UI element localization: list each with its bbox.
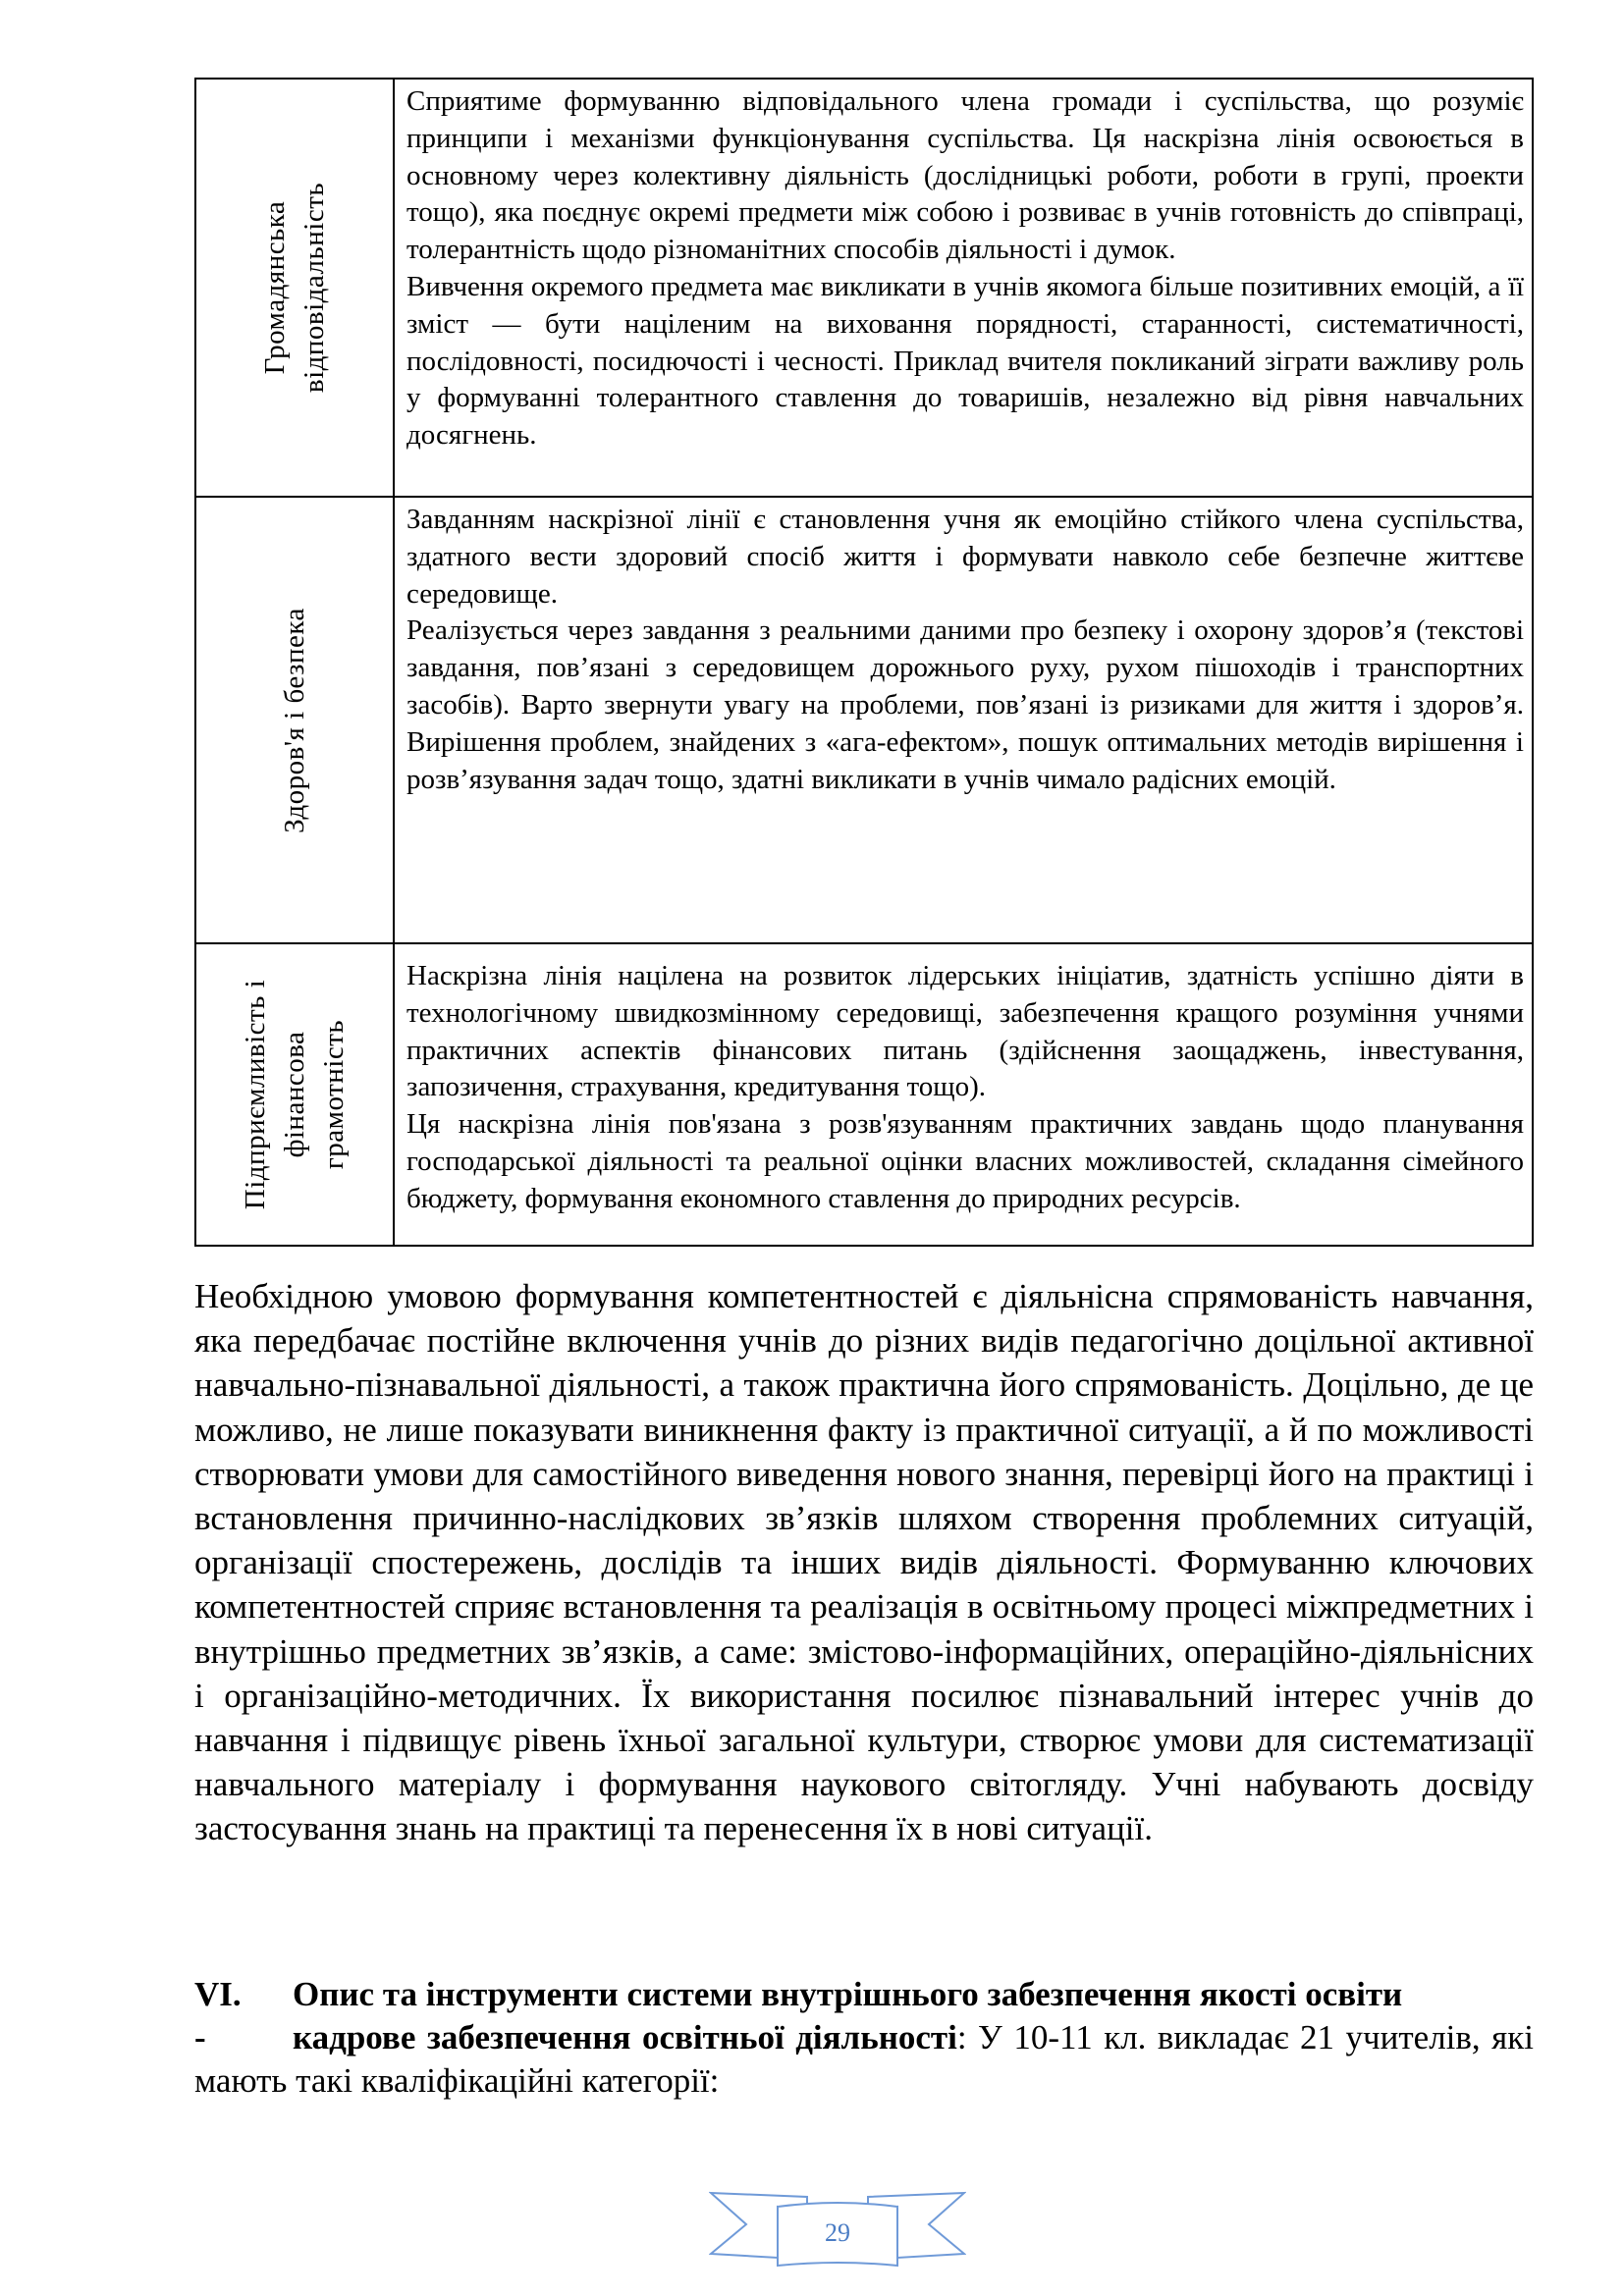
body-paragraph-block — [194, 1274, 1534, 1851]
cell-paragraph: Вивчення окремого предмета має викликати в учнів якомога більше позитивних емоцій, а її зміст — бути націленим на виховання порядності, старанності, систематичності, послідовності, посидючості і чесності. Приклад вчителя покликаний зіграти важливу роль у формуванні толерантного ставлення до товаришів, незалежно від рівня навчальних досягнень. — [406, 270, 1524, 452]
row-header-cell — [195, 79, 394, 497]
row-content-cell — [394, 497, 1533, 943]
row-header-line: Здоров'я і безпека — [279, 607, 310, 833]
staffing-bullet — [194, 2016, 1534, 2103]
table-row — [195, 79, 1533, 497]
row-header-line: грамотність — [318, 1019, 350, 1170]
row-header-line: відповідальність — [298, 182, 330, 394]
cell-paragraph: Ця наскрізна лінія пов'язана з розв'язуванням практичних завдань щодо планування господарської діяльності та реальної оцінки власних можливостей, складання сімейного бюджету, формування економного ставлення до природних ресурсів. — [406, 1108, 1524, 1214]
row-header-civic — [255, 183, 334, 393]
section-heading — [194, 1973, 1534, 2016]
row-header-cell — [195, 943, 394, 1246]
body-paragraph: Необхідною умовою формування компетентностей є діяльнісна спрямованість навчання, яка передбачає постійне включення учнів до різних видів педагогічно доцільної активної навчально-пізнавальної діяльності, а також практична його спрямованість. Доцільно, де це можливо, не лише показувати виникнення факту із практичної ситуації, а й по можливості створювати умови для самостійного виведення нового знання, перевірці його на практиці і встановлення причинно-наслідкових зв’язків шляхом створення проблемних ситуацій, організації спостережень, дослідів та інших видів діяльності. Формуванню ключових компетентностей сприяє встановлення та реалізація в освітньому процесі міжпредметних і внутрішньо предметних зв’язків, а саме: змістово-інформаційних, операційно-діяльнісних і організаційно-методичних. Їх використання посилює пізнавальний інтерес учнів до навчання і підвищує рівень їхньої загальної культури, створює умови для систематизації навчального матеріалу і формування наукового світогляду. Учні набувають досвіду застосування знань на практиці та перенесення їх в нові ситуації. — [194, 1277, 1534, 1848]
bullet-text: : У 10-11 кл. викладає 21 учителів, які мають такі кваліфікаційні категорії: — [194, 2018, 1534, 2100]
section-vi — [194, 1973, 1534, 2103]
row-header-line: Підприємливість і — [240, 979, 271, 1210]
bullet-marker: - — [194, 2018, 206, 2056]
section-number: VI. — [194, 1975, 242, 2013]
bullet-bold-label: кадрове забезпечення освітньої діяльності — [293, 2018, 957, 2056]
page-footer — [709, 2185, 966, 2268]
row-header-line: Громадянська — [259, 200, 291, 375]
cell-paragraph: Реалізується через завдання з реальними даними про безпеку і охорону здоров’я (текстові завдання, пов’язані з середовищем дорожнього руху, рухом пішоходів і транспортних засобів). Варто звернути увагу на проблеми, пов’язані із ризиками для життя і здоров’я. Вирішення проблем, знайдених з «ага-ефектом», пошук оптимальних методів вирішення і розв’язування задач тощо, здатні викликати в учнів чимало радісних емоцій. — [406, 614, 1524, 795]
cell-paragraph: Завданням наскрізної лінії є становлення учня як емоційно стійкого члена суспільства, здатного вести здоровий спосіб життя і формувати навколо себе безпечне життєве середовище. — [406, 504, 1524, 610]
page-number: 29 — [825, 2218, 850, 2247]
row-header-line: фінансова — [279, 1031, 310, 1158]
cross-cutting-lines-table — [194, 78, 1534, 1247]
row-content-cell — [394, 79, 1533, 497]
row-header-cell — [195, 497, 394, 943]
row-header-health — [275, 608, 314, 833]
cell-paragraph: Сприятиме формуванню відповідального члена громади і суспільства, що розуміє принципи і механізми функціонування суспільства. Ця наскрізна лінія освоюється в основному через колективну діяльність (дослідницькі роботи, роботи в групі, проекти тощо), яка поєднує окремі предмети між собою і розвиває в учнів готовність до співпраці, толерантність щодо різноманітних способів діяльності і думок. — [406, 85, 1524, 266]
row-content-cell — [394, 943, 1533, 1246]
table-row — [195, 497, 1533, 943]
cell-paragraph: Наскрізна лінія націлена на розвиток лідерських ініціатив, здатність успішно діяти в технологічному швидкозмінному середовищі, забезпечення кращого розуміння учнями практичних аспектів фінансових питань (здійснення заощаджень, інвестування, запозичення, страхування, кредитування тощо). — [406, 960, 1524, 1103]
section-title: Опис та інструменти системи внутрішнього забезпечення якості освіти — [293, 1975, 1403, 2013]
row-header-entrepreneurship — [236, 980, 353, 1209]
table-row — [195, 943, 1533, 1246]
